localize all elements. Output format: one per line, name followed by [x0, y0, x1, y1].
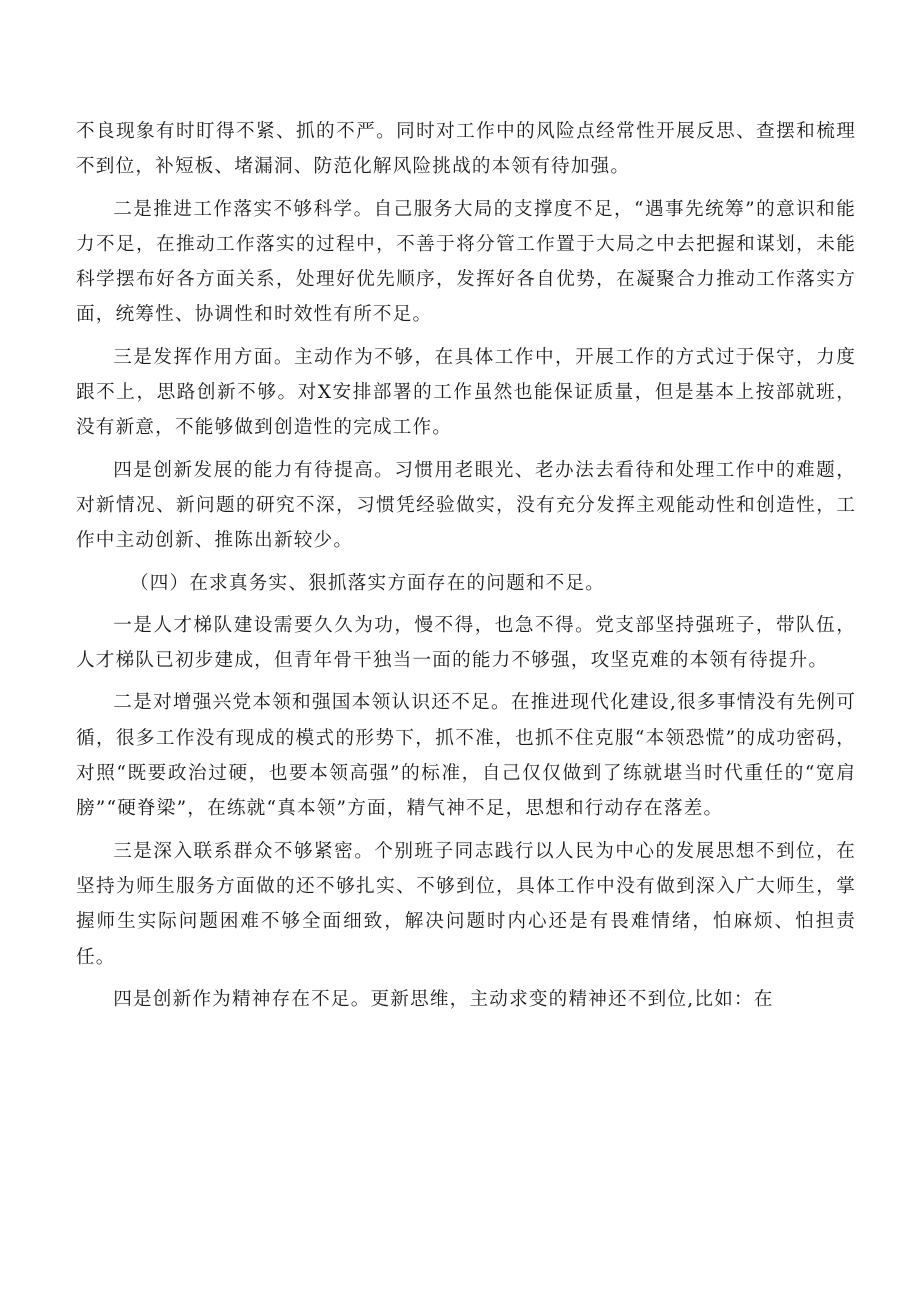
paragraph-work-implementation: 二是推进工作落实不够科学。自己服务大局的支撑度不足，“遇事先统筹”的意识和能力不足，在推动工作落实的过程中，不善于将分管工作置于大局之中去把握和谋划，未能科学摆布好各方面关系，处理好优先顺序，发挥好各自优势，在凝聚合力推动工作落实方面，统筹性、协调性和时效性有所不足。 — [76, 198, 856, 326]
paragraph-innovation-spirit: 四是创新作为精神存在不足。更新思维，主动求变的精神还不到位,比如：在 — [113, 988, 774, 1010]
paragraph-innovation-ability: 四是创新发展的能力有待提高。习惯用老眼光、老办法去看待和处理工作中的难题，对新情况、新问题的研究不深，习惯凭经验做实，没有充分发挥主观能动性和创造性，工作中主动创新、推陈出新较少。 — [76, 459, 856, 552]
paragraph-continuation: 不良现象有时盯得不紧、抓的不严。同时对工作中的风险点经常性开展反思、查摆和梳理不到位，补短板、堵漏洞、防范化解风险挑战的本领有待加强。 — [76, 121, 856, 178]
section-heading-4: （四）在求真务实、狠抓落实方面存在的问题和不足。 — [130, 572, 606, 594]
document-body — [76, 114, 856, 1017]
paragraph-talent-pipeline: 一是人才梯队建设需要久久为功，慢不得，也急不得。党支部坚持强班子，带队伍，人才梯队已初步建成，但青年骨干独当一面的能力不够强，攻坚克难的本领有待提升。 — [76, 614, 856, 672]
paragraph-mass-connection: 三是深入联系群众不够紧密。个别班子同志践行以人民为中心的发展思想不到位，在坚持为师生服务方面做的还不够扎实、不够到位，具体工作中没有做到深入广大师生，掌握师生实际问题困难不够全面细致，解决问题时内心还是有畏难情绪，怕麻烦、怕担责任。 — [76, 840, 856, 968]
paragraph-role-play: 三是发挥作用方面。主动作为不够，在具体工作中，开展工作的方式过于保守，力度跟不上，思路创新不够。对X安排部署的工作虽然也能保证质量，但是基本上按部就班，没有新意，不能够做到创造性的完成工作。 — [76, 346, 856, 439]
paragraph-capability-awareness: 二是对增强兴党本领和强国本领认识还不足。在推进现代化建设,很多事情没有先例可循，很多工作没有现成的模式的形势下，抓不准，也抓不住克服“本领恐慌”的成功密码，对照“既要政治过硬，也要本领高强”的标准，自己仅仅做到了练就堪当时代重任的“宽肩膀”“硬脊梁”，在练就“真本领”方面，精气神不足，思想和行动存在落差。 — [76, 692, 856, 820]
